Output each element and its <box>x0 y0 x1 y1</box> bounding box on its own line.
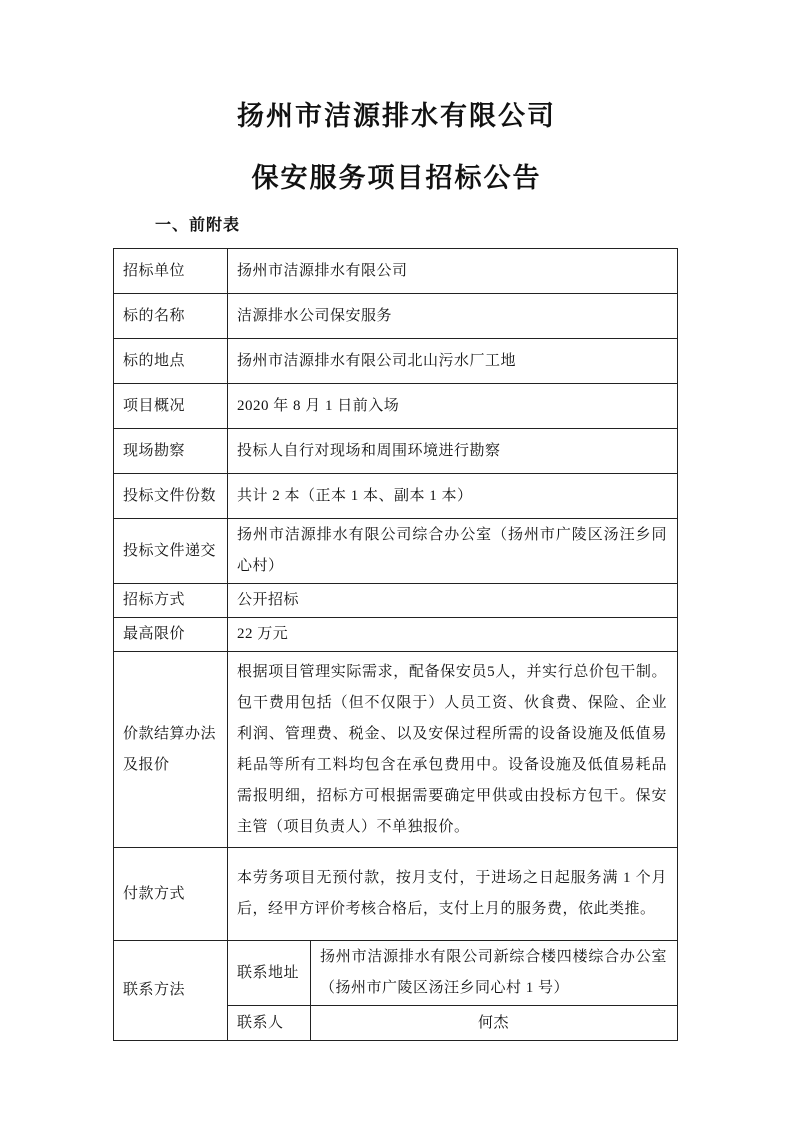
row-value-site-survey: 投标人自行对现场和周围环境进行勘察 <box>228 429 678 474</box>
row-value-payment-method: 本劳务项目无预付款，按月支付，于进场之日起服务满 1 个月后，经甲方评价考核合格后，支付上月的服务费，依此类推。 <box>228 848 678 941</box>
row-label-tender-method: 招标方式 <box>114 584 228 618</box>
table-row <box>114 429 678 474</box>
table-row <box>114 339 678 384</box>
row-value-tender-method: 公开招标 <box>228 584 678 618</box>
table-row <box>114 584 678 618</box>
row-label-subject-name: 标的名称 <box>114 294 228 339</box>
contact-address-value-cell: 扬州市洁源排水有限公司新综合楼四楼综合办公室（扬州市广陵区汤汪乡同心村 1 号） <box>311 941 678 1006</box>
row-value-project-overview: 2020 年 8 月 1 日前入场 <box>228 384 678 429</box>
document-title: 扬州市洁源排水有限公司 <box>237 101 556 131</box>
table-row <box>114 618 678 652</box>
table-row <box>114 249 678 294</box>
contact-address-label-cell: 联系地址 <box>228 941 311 1006</box>
table-row <box>114 519 678 584</box>
table-row <box>114 652 678 848</box>
row-label-price-settlement: 价款结算办法及报价 <box>114 652 228 848</box>
table-row <box>114 294 678 339</box>
row-value-subject-name: 洁源排水公司保安服务 <box>228 294 678 339</box>
section-heading: 一、前附表 <box>155 217 241 234</box>
table-row <box>114 848 678 941</box>
row-value-subject-location: 扬州市洁源排水有限公司北山污水厂工地 <box>228 339 678 384</box>
row-label-bid-copies: 投标文件份数 <box>114 474 228 519</box>
row-label-bid-submission: 投标文件递交 <box>114 519 228 584</box>
document-subtitle: 保安服务项目招标公告 <box>251 163 542 193</box>
contact-person-label-cell: 联系人 <box>228 1006 311 1041</box>
row-label-subject-location: 标的地点 <box>114 339 228 384</box>
contact-person-value-cell: 何杰 <box>311 1006 678 1041</box>
row-label-max-price: 最高限价 <box>114 618 228 652</box>
row-value-max-price: 22 万元 <box>228 618 678 652</box>
table-row <box>114 474 678 519</box>
row-label-contact-method: 联系方法 <box>114 941 228 1041</box>
row-value-price-settlement: 根据项目管理实际需求，配备保安员5人，并实行总价包干制。包干费用包括（但不仅限于）人员工资、伙食费、保险、企业利润、管理费、税金、以及安保过程所需的设备设施及低值易耗品等所有工料均包含在承包费用中。设备设施及低值易耗品需报明细，招标方可根据需要确定甲供或由投标方包干。保安主管（项目负责人）不单独报价。 <box>228 652 678 848</box>
row-value-tender-unit: 扬州市洁源排水有限公司 <box>228 249 678 294</box>
contact-method-row <box>114 941 678 1006</box>
row-value-bid-submission: 扬州市洁源排水有限公司综合办公室（扬州市广陵区汤汪乡同心村） <box>228 519 678 584</box>
row-label-tender-unit: 招标单位 <box>114 249 228 294</box>
front-attachment-table <box>113 248 678 1041</box>
row-label-project-overview: 项目概况 <box>114 384 228 429</box>
row-label-payment-method: 付款方式 <box>114 848 228 941</box>
table-row <box>114 384 678 429</box>
row-label-site-survey: 现场勘察 <box>114 429 228 474</box>
row-value-bid-copies: 共计 2 本（正本 1 本、副本 1 本） <box>228 474 678 519</box>
